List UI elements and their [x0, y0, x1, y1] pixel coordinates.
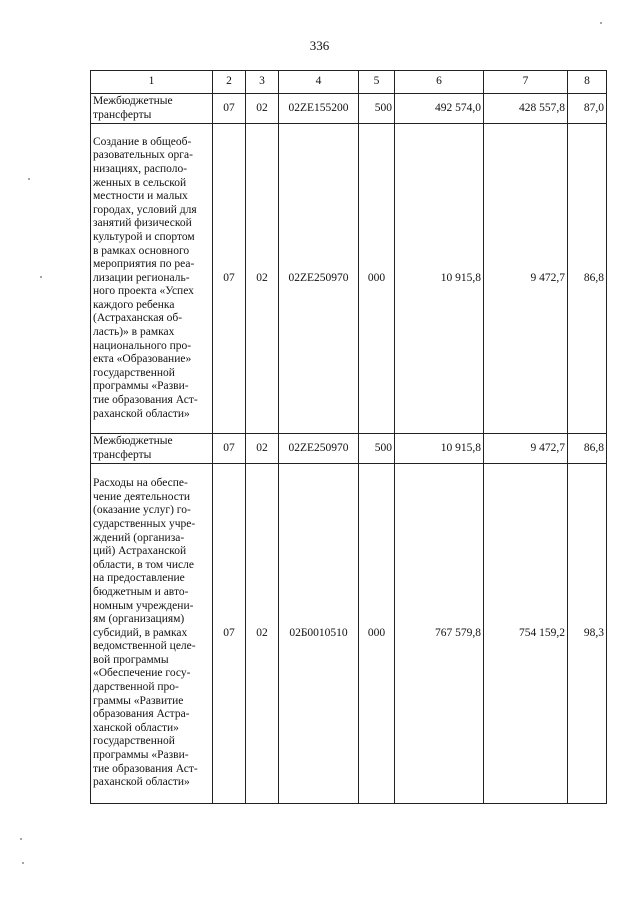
- scan-speck: [600, 22, 602, 24]
- row-percent: 86,8: [568, 434, 607, 464]
- row-actual: 754 159,2: [484, 464, 568, 804]
- scan-speck: [28, 178, 30, 180]
- row-percent: 98,3: [568, 464, 607, 804]
- row-percent: 86,8: [568, 124, 607, 434]
- row-name: Расходы на обеспе- чение деятельности (оказание услуг) го- сударственных учре- ждений (организа- ций) Астраханской области, в том числе на предоставление бюджетным и авто- номным учреждени- ям (организациям) субсидий, в рамках ведомственной целе- вой программы «Обеспечение госу- дарственной про- граммы «Развитие образования Астра- ханской области» государственной программы «Разви- тие образования Аст- раханской области»: [91, 464, 213, 804]
- row-section: 07: [213, 94, 246, 124]
- header-cell: 5: [359, 71, 395, 94]
- scan-speck: [40, 276, 42, 278]
- row-type: 500: [359, 94, 395, 124]
- header-cell: 4: [279, 71, 359, 94]
- page-number: 336: [309, 38, 330, 53]
- row-planned: 767 579,8: [395, 464, 484, 804]
- header-cell: 3: [246, 71, 279, 94]
- table-row: [91, 124, 607, 434]
- row-planned: 492 574,0: [395, 94, 484, 124]
- row-code: 02ZE250970: [279, 124, 359, 434]
- row-actual: 9 472,7: [484, 434, 568, 464]
- row-planned: 10 915,8: [395, 434, 484, 464]
- row-name: Межбюджетные трансферты: [91, 94, 213, 124]
- header-cell: 8: [568, 71, 607, 94]
- row-code: 02ZE155200: [279, 94, 359, 124]
- row-section: 07: [213, 124, 246, 434]
- row-actual: 9 472,7: [484, 124, 568, 434]
- header-cell: 6: [395, 71, 484, 94]
- table-row: [91, 434, 607, 464]
- scan-speck: [20, 838, 22, 840]
- row-type: 000: [359, 464, 395, 804]
- row-planned: 10 915,8: [395, 124, 484, 434]
- row-code: 02ZE250970: [279, 434, 359, 464]
- row-subsection: 02: [246, 94, 279, 124]
- row-name: Межбюджетные трансферты: [91, 434, 213, 464]
- row-subsection: 02: [246, 434, 279, 464]
- table-row: [91, 464, 607, 804]
- budget-table: [90, 70, 607, 804]
- row-section: 07: [213, 434, 246, 464]
- table-row: [91, 94, 607, 124]
- row-section: 07: [213, 464, 246, 804]
- scan-speck: [22, 862, 24, 864]
- row-percent: 87,0: [568, 94, 607, 124]
- row-subsection: 02: [246, 464, 279, 804]
- header-cell: 1: [91, 71, 213, 94]
- header-row: [91, 71, 607, 94]
- row-subsection: 02: [246, 124, 279, 434]
- header-cell: 2: [213, 71, 246, 94]
- row-type: 500: [359, 434, 395, 464]
- header-cell: 7: [484, 71, 568, 94]
- row-actual: 428 557,8: [484, 94, 568, 124]
- row-name: Создание в общеоб- разовательных орга- низациях, располо- женных в сельской местности и малых городах, условий для занятий физической культурой и спортом в рамках основного мероприятия по реа- лизации региональ- ного проекта «Успех каждого ребенка (Астраханская об- ласть)» в рамках национального про- екта «Образование» государственной программы «Разви- тие образования Аст- раханской области»: [91, 124, 213, 434]
- row-code: 02Б0010510: [279, 464, 359, 804]
- row-type: 000: [359, 124, 395, 434]
